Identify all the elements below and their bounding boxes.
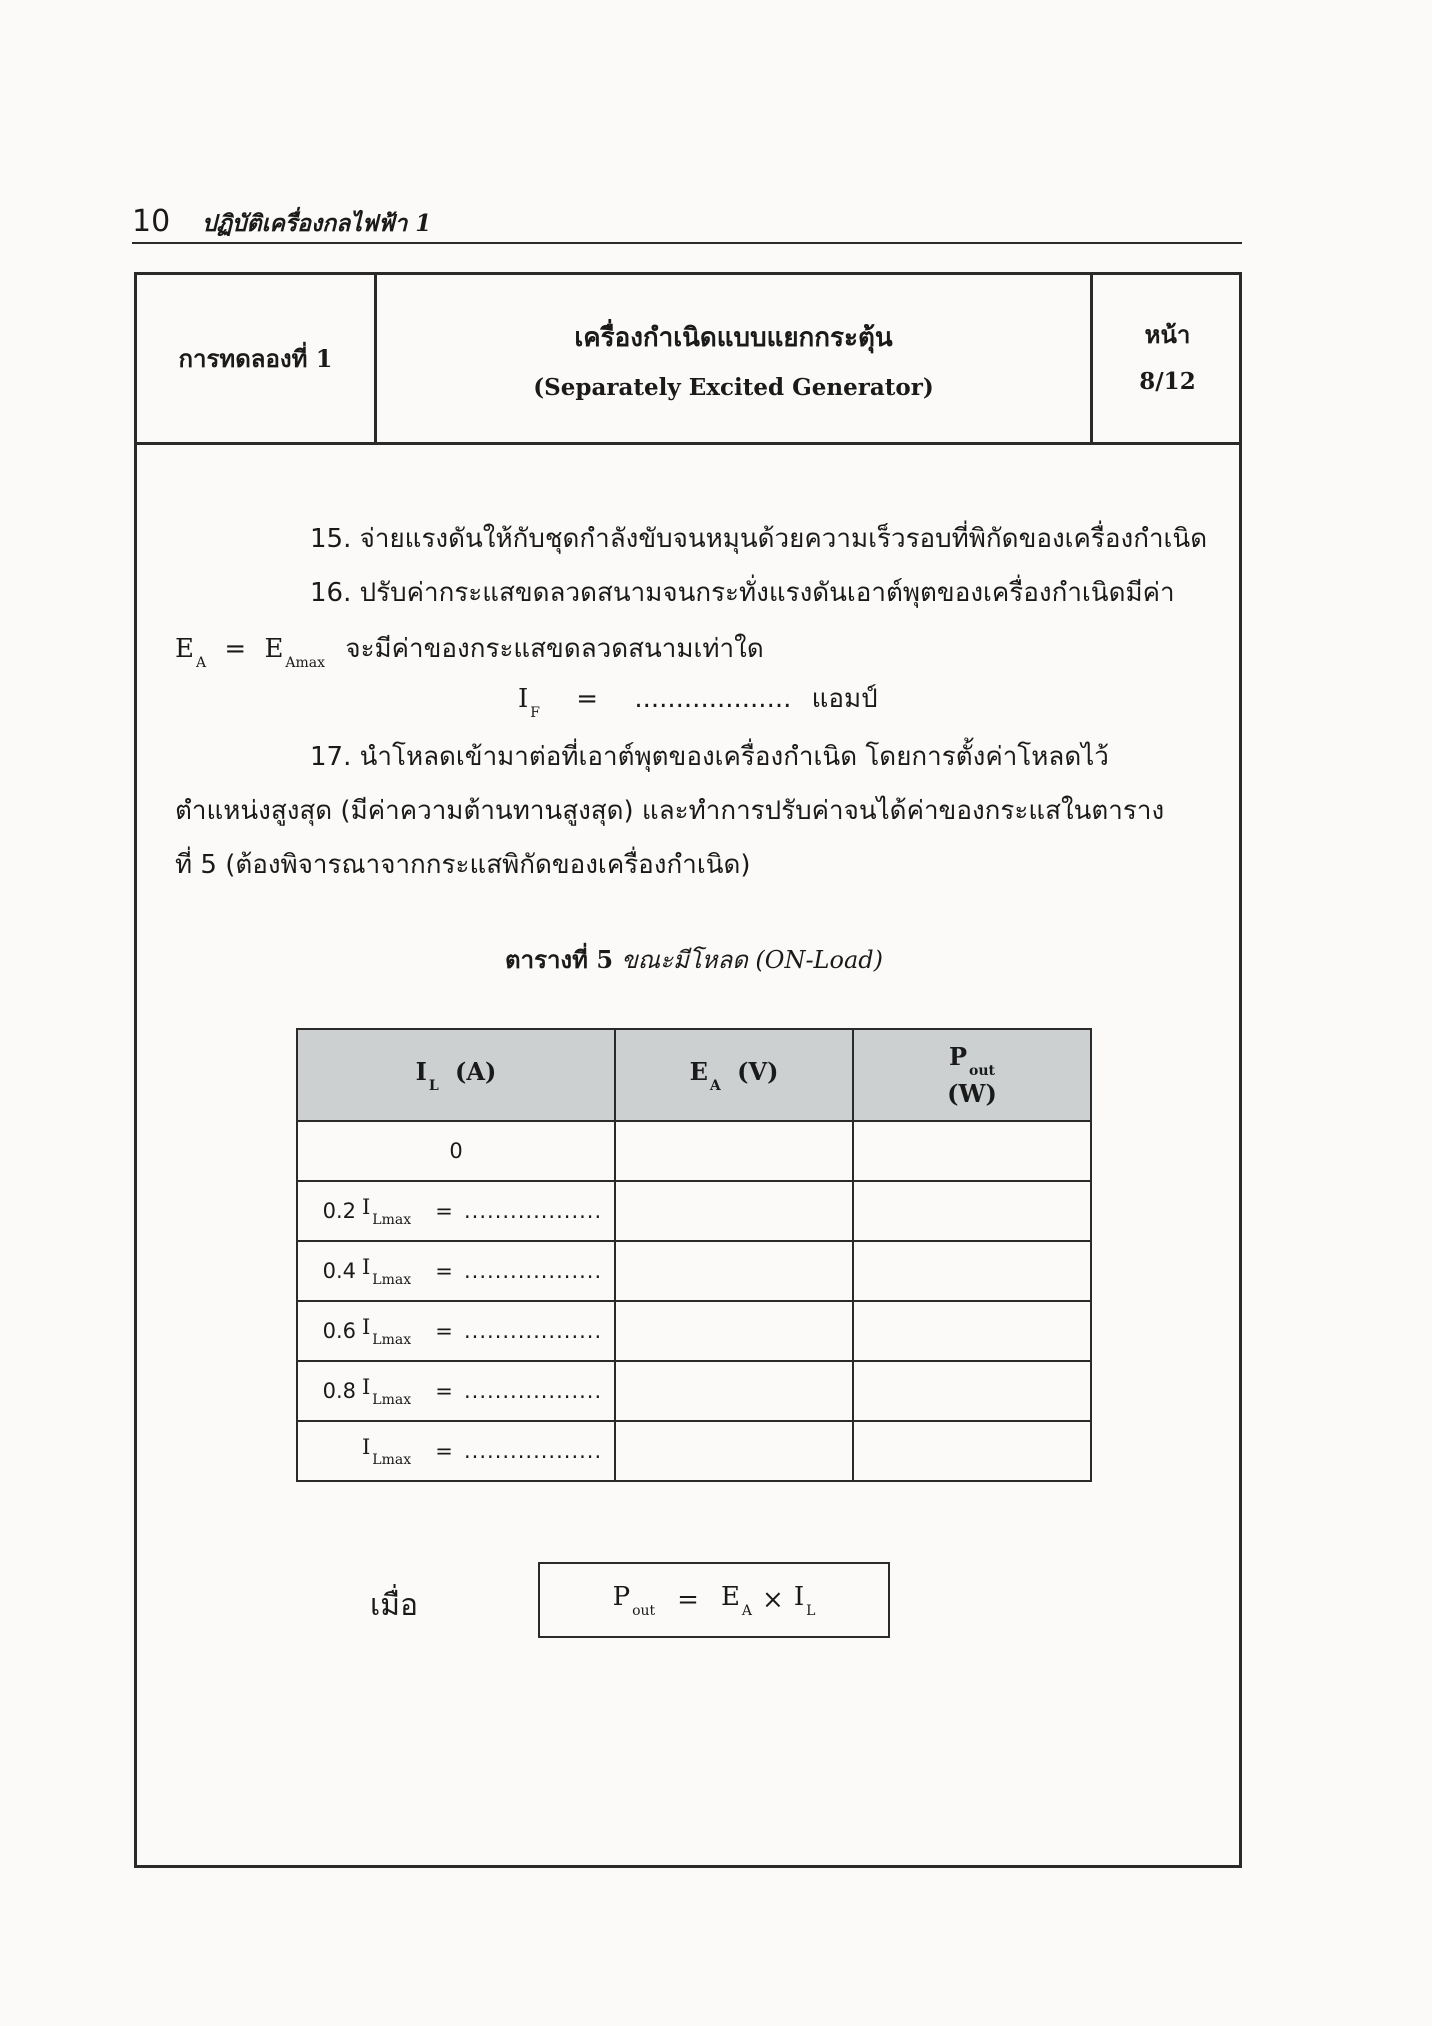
pout-entry-cell[interactable] — [853, 1241, 1091, 1301]
il-blank[interactable]: .................. — [464, 1319, 603, 1343]
on-load-table — [296, 1028, 1092, 1482]
step-16-line-2: E $_A$ = E $_{Amax}$ จะมีค่าของกระแสขดลวดสนามเท่าใด — [175, 634, 764, 671]
page-indicator — [1093, 275, 1242, 442]
header-il: I $_L$ (A) — [297, 1029, 615, 1121]
power-formula-box: P $_{out}$ = E $_A$ × I $_L$ — [538, 1562, 890, 1638]
page-number: 10 — [132, 204, 171, 239]
when-label: เมื่อ — [370, 1588, 419, 1623]
step-17-line-3: ที่ 5 (ต้องพิจารณาจากกระแสพิกัดของเครื่องกำเนิด) — [175, 850, 751, 880]
page-value: 8/12 — [1139, 368, 1196, 395]
il-blank[interactable]: .................. — [464, 1259, 603, 1283]
table-row — [297, 1301, 1091, 1361]
eamax-symbol: E $_{Amax}$ — [264, 634, 326, 671]
header-box — [137, 275, 1239, 445]
page-label: หน้า — [1144, 320, 1191, 349]
step-16-line-1: 16. ปรับค่ากระแสขดลวดสนามจนกระทั่งแรงดันเอาต์พุตของเครื่องกำเนิดมีค่า — [310, 578, 1175, 608]
pout-entry-cell[interactable] — [853, 1361, 1091, 1421]
step-17-line-1: 17. นำโหลดเข้ามาต่อที่เอาต์พุตของเครื่องกำเนิด โดยการตั้งค่าโหลดไว้ — [310, 742, 1109, 772]
il-blank[interactable]: .................. — [464, 1439, 603, 1463]
table-caption: ตารางที่ 5 ขณะมีโหลด (ON-Load) — [505, 945, 883, 974]
il-blank[interactable]: .................. — [464, 1379, 603, 1403]
il-cell: 0.2 $I_{Lmax}$ = .................. — [297, 1181, 615, 1241]
experiment-number: การทดลองที่ 1 — [137, 275, 377, 442]
table-row — [297, 1181, 1091, 1241]
il-cell: 0.4 $I_{Lmax}$ = .................. — [297, 1241, 615, 1301]
table-row — [297, 1241, 1091, 1301]
header-ea: E $_A$ (V) — [615, 1029, 853, 1121]
il-blank[interactable]: .................. — [464, 1199, 603, 1223]
pout-symbol: P $_{out}$ — [612, 1581, 656, 1619]
il-cell: 0 — [297, 1121, 615, 1181]
il-cell: 0.6 $I_{Lmax}$ = .................. — [297, 1301, 615, 1361]
if-symbol: I $_F$ — [518, 684, 540, 721]
ea-entry-cell[interactable] — [615, 1241, 853, 1301]
step-17-line-2: ตำแหน่งสูงสุด (มีค่าความต้านทานสูงสุด) และทำการปรับค่าจนได้ค่าของกระแสในตาราง — [175, 796, 1165, 826]
il-cell: $I_{Lmax}$ = .................. — [297, 1421, 615, 1481]
pout-entry-cell[interactable] — [853, 1121, 1091, 1181]
ea-symbol: E $_A$ — [720, 1581, 753, 1619]
ea-entry-cell[interactable] — [615, 1421, 853, 1481]
table-row — [297, 1121, 1091, 1181]
pout-entry-cell[interactable] — [853, 1181, 1091, 1241]
table-row — [297, 1361, 1091, 1421]
header-pout: P $_{out}$ (W) — [853, 1029, 1091, 1121]
ea-entry-cell[interactable] — [615, 1121, 853, 1181]
table-row — [297, 1421, 1091, 1481]
ea-entry-cell[interactable] — [615, 1361, 853, 1421]
ea-entry-cell[interactable] — [615, 1181, 853, 1241]
il-cell: 0.8 $I_{Lmax}$ = .................. — [297, 1361, 615, 1421]
book-title: ปฏิบัติเครื่องกลไฟฟ้า 1 — [202, 210, 432, 237]
if-blank: ................... — [634, 684, 792, 714]
title-english: (Separately Excited Generator) — [533, 374, 934, 401]
step-15: 15. จ่ายแรงดันให้กับชุดกำลังขับจนหมุนด้วยความเร็วรอบที่พิกัดของเครื่องกำเนิด — [310, 524, 1208, 554]
il-symbol: I $_L$ — [793, 1581, 816, 1619]
table-header-row — [297, 1029, 1091, 1121]
experiment-title — [377, 275, 1093, 442]
ea-entry-cell[interactable] — [615, 1301, 853, 1361]
pout-entry-cell[interactable] — [853, 1301, 1091, 1361]
running-header — [132, 198, 1242, 244]
pout-entry-cell[interactable] — [853, 1421, 1091, 1481]
title-thai: เครื่องกำเนิดแบบแยกกระตุ้น — [574, 323, 893, 353]
if-answer-line: I $_F$ = ................... แอมป์ — [518, 684, 878, 721]
ea-symbol: E $_A$ — [175, 634, 207, 671]
